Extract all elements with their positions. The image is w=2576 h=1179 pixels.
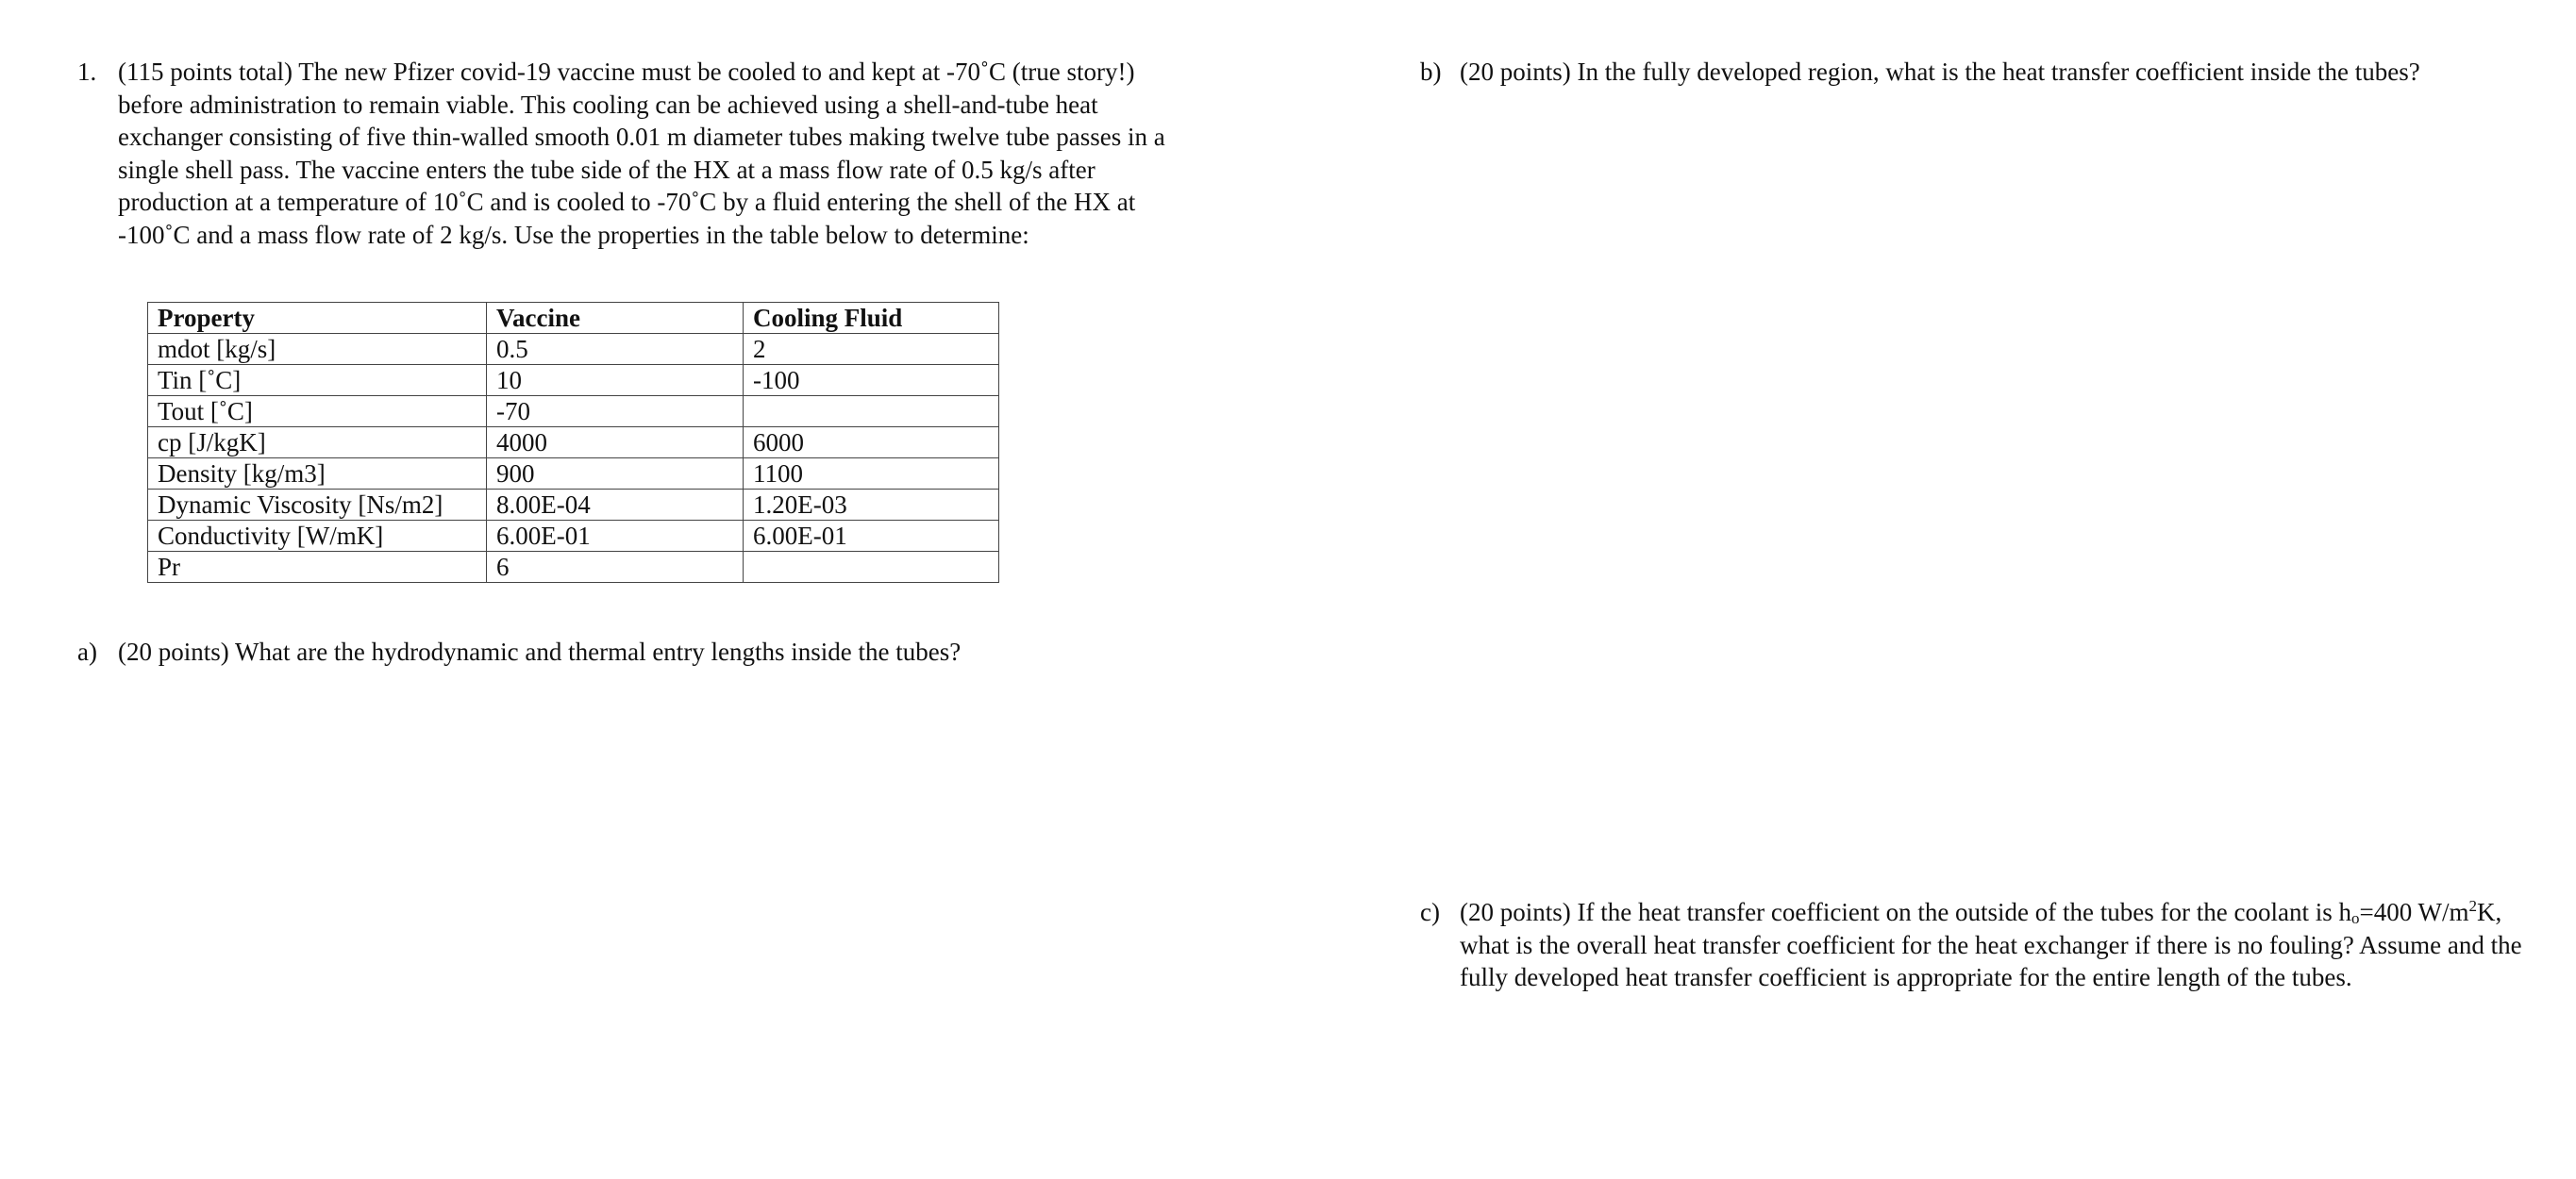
table-cell: 900 [487,458,744,490]
table-cell: 0.5 [487,334,744,365]
question-text: (115 points total) The new Pfizer covid-19 vaccine must be cooled to and kept at -70˚C (true story!) before administration to remain viable. This cooling can be achieved using a shell-and-tube heat exchanger consisting of five thin-walled smooth 0.01 m diameter tubes making twelve tube passes in a single shell pass. The vaccine enters the tube side of the HX at a mass flow rate of 0.5 kg/s after production at a temperature of 10˚C and is cooled to -70˚C by a fluid entering the shell of the HX at -100˚C and a mass flow rate of 2 kg/s. Use the properties in the table below to determine: [118,58,1165,249]
part-c-text-3: K, what is the overall heat transfer coefficient for the heat exchanger if there is no fouling? Assume and the fully developed heat transfer coefficient is appropriate for the entire length of the tubes. [1460,898,2522,991]
part-c-text-2: =400 W/m [2359,898,2469,926]
table-cell: Density [kg/m3] [148,458,487,490]
table-cell: -100 [744,365,999,396]
part-b-label: b) [1420,58,1442,86]
part-a-label: a) [77,638,97,666]
table-cell: Conductivity [W/mK] [148,521,487,552]
part-c-subscript: o [2350,909,2360,927]
table-row [148,427,999,458]
table-cell: 6.00E-01 [487,521,744,552]
part-b-text: (20 points) In the fully developed region, what is the heat transfer coefficient inside the tubes? [1460,58,2420,86]
table-row [148,458,999,490]
table-cell: 10 [487,365,744,396]
table-cell: mdot [kg/s] [148,334,487,365]
table-cell: cp [J/kgK] [148,427,487,458]
table-header-cell: Property [148,303,487,334]
table-cell: Tout [˚C] [148,396,487,427]
table-cell: Pr [148,552,487,583]
table-cell [744,552,999,583]
table-cell: -70 [487,396,744,427]
part-c-superscript: 2 [2468,897,2477,915]
table-cell: 2 [744,334,999,365]
table-cell: 8.00E-04 [487,490,744,521]
table-header-cell: Cooling Fluid [744,303,999,334]
question-number: 1. [77,58,97,86]
table-row [148,334,999,365]
table-row [148,552,999,583]
part-c-text-1: (20 points) If the heat transfer coefficient on the outside of the tubes for the coolant is h [1460,898,2351,926]
table-cell: 6000 [744,427,999,458]
table-row [148,521,999,552]
table-cell [744,396,999,427]
part-c-label: c) [1420,898,1440,926]
part-c-text [1460,896,2545,994]
table-header-cell: Vaccine [487,303,744,334]
table-cell: 1.20E-03 [744,490,999,521]
table-cell: 6 [487,552,744,583]
table-row [148,490,999,521]
table-row [148,396,999,427]
table-cell: 6.00E-01 [744,521,999,552]
properties-table [147,302,999,583]
table-cell: Dynamic Viscosity [Ns/m2] [148,490,487,521]
table-header-row [148,303,999,334]
table-row [148,365,999,396]
part-a-text: (20 points) What are the hydrodynamic and thermal entry lengths inside the tubes? [118,638,962,666]
table-cell: 1100 [744,458,999,490]
table-cell: Tin [˚C] [148,365,487,396]
table-cell: 4000 [487,427,744,458]
